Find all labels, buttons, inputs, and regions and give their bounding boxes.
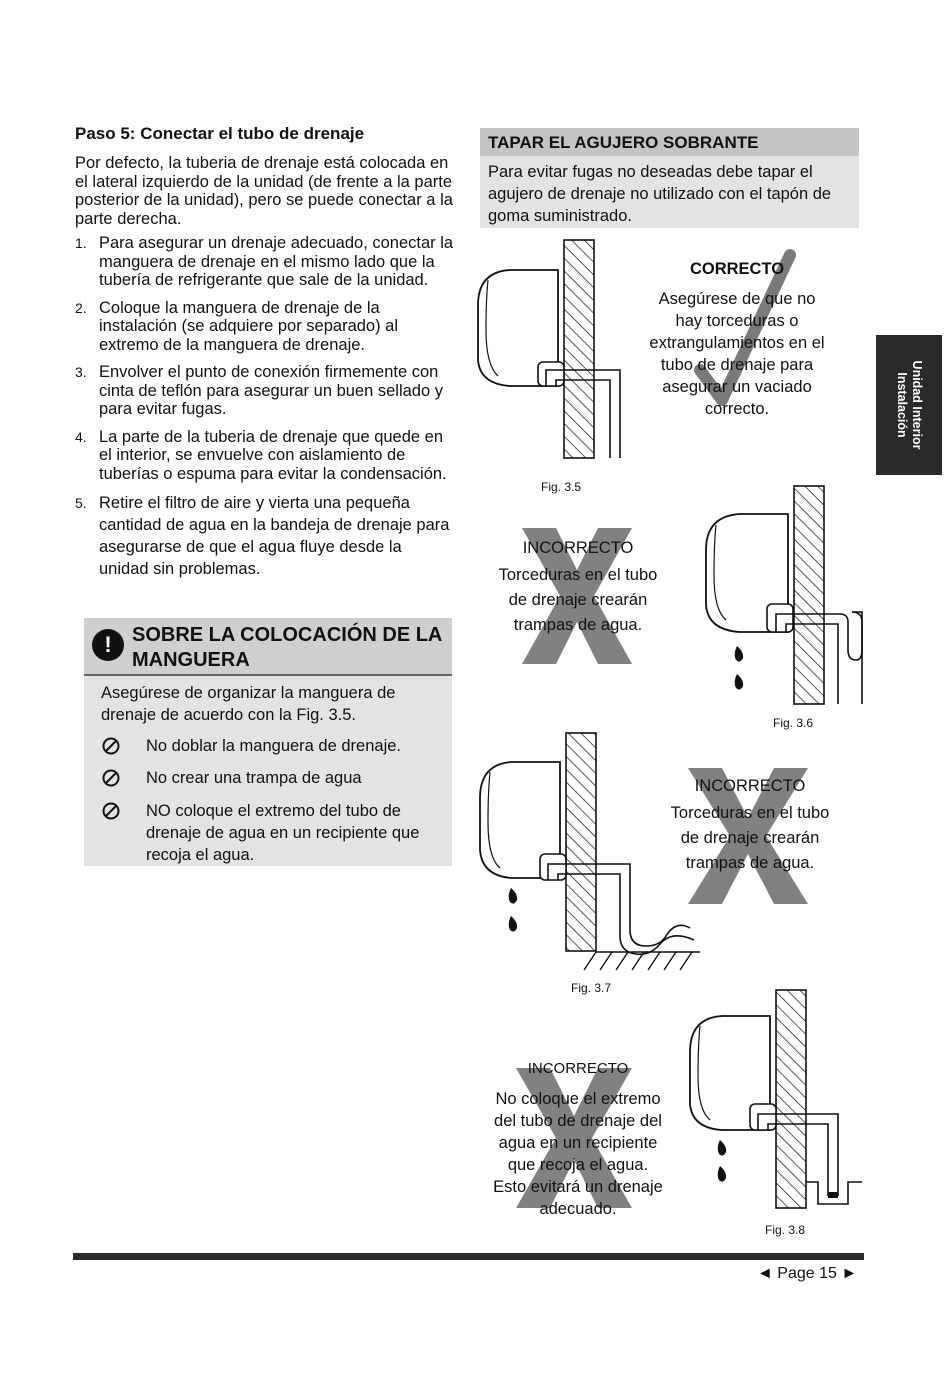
wall [566,733,596,951]
water-drop-icon [509,916,517,932]
figure-heading: INCORRECTO [527,1060,629,1077]
figure-heading: INCORRECTO [694,777,806,795]
figure-text: No coloque el extremo del tubo de drenaje del agua en un recipiente que recoja el agua. Esto evitará un drenaje adecuado. [493,1090,663,1218]
figure-text: Asegúrese de que no hay torceduras o extrangulamientos en el tubo de drenaje para asegurar un vaciado correcto. [649,290,825,418]
list-number: 1. [75,235,87,251]
drain-connector [540,854,566,880]
tapar-title: TAPAR EL AGUJERO SOBRANTE [488,133,759,152]
intro-paragraph: Por defecto, la tuberia de drenaje está colocada en el lateral izquierdo de la unidad (de frente a la parte posterior de la unidad), pero se puede conectar a la parte derecha. [75,154,453,228]
list-text: Retire el filtro de aire y vierta una pequeña cantidad de agua en la bandeja de drenaje para asegurarse de que el agua fluye desde la unidad sin problemas. [99,494,450,578]
wall [776,990,806,1208]
water-drop-icon [718,1166,726,1182]
list-number: 5. [75,495,87,511]
notice-title: SOBRE LA COLOCACIÓN DE LA MANGUERA [132,624,442,671]
list-number: 4. [75,428,87,445]
figure-text: Torceduras en el tubo de drenaje crearán trampas de agua. [498,566,658,634]
drain-connector [750,1104,776,1130]
water-drop-icon [509,888,517,904]
drain-connector [767,604,793,632]
wall [564,240,594,458]
figure-label: Fig. 3.7 [571,981,612,995]
figure-label: Fig. 3.6 [773,716,814,730]
water-drop-icon [718,1140,726,1156]
section-side-tab [876,335,942,475]
water-drop-icon [735,646,743,662]
figure-heading: CORRECTO [689,260,785,278]
list-text: Coloque la manguera de drenaje de la instalación (se adquiere por separado) al extremo de la manguera de drenaje. [99,298,399,354]
notice-item-text: NO coloque el extremo del tubo de drenaje de agua en un recipiente que recoja el agua. [146,802,420,864]
side-tab-line: Unidad Interior [910,360,924,450]
notice-body: Asegúrese de organizar la manguera de drenaje de acuerdo con la Fig. 3.5. [101,684,396,724]
list-number: 2. [75,299,87,316]
figure-label: Fig. 3.5 [541,480,582,494]
figure-heading: INCORRECTO [522,539,634,557]
list-text: Para asegurar un drenaje adecuado, conectar la manguera de drenaje en el mismo lado que la tubería de refrigerante que sale de la unidad. [99,234,454,289]
notice-item-text: No crear una trampa de agua [146,769,362,787]
side-tab-line: Instalación [895,372,909,438]
figure-label: Fig. 3.8 [765,1223,806,1237]
side-tab-label [894,361,924,450]
wall [794,486,824,704]
step-title: Paso 5: Conectar el tubo de drenaje [75,124,365,143]
warning-icon: ! [92,629,124,661]
figure-text: Torceduras en el tubo de drenaje crearán trampas de agua. [670,804,830,872]
list-text: Envolver el punto de conexión firmemente con cinta de teflón para asegurar un buen sellado y para evitar fugas. [99,363,443,418]
drain-connector [538,362,564,386]
list-text: La parte de la tuberia de drenaje que quede en el interior, se envuelve con aislamiento de tuberías o espuma para evitar la condensación. [99,427,447,483]
list-number: 3. [75,364,87,380]
water-drop-icon [735,674,743,690]
tapar-body: Para evitar fugas no deseadas debe tapar el agujero de drenaje no utilizado con el tapón de goma suministrado. [488,163,832,225]
footer-rule [73,1253,864,1260]
notice-item-text: No doblar la manguera de drenaje. [146,737,402,755]
hose-end [828,1192,838,1198]
page-number: ◄ Page 15 ► [757,1265,858,1282]
